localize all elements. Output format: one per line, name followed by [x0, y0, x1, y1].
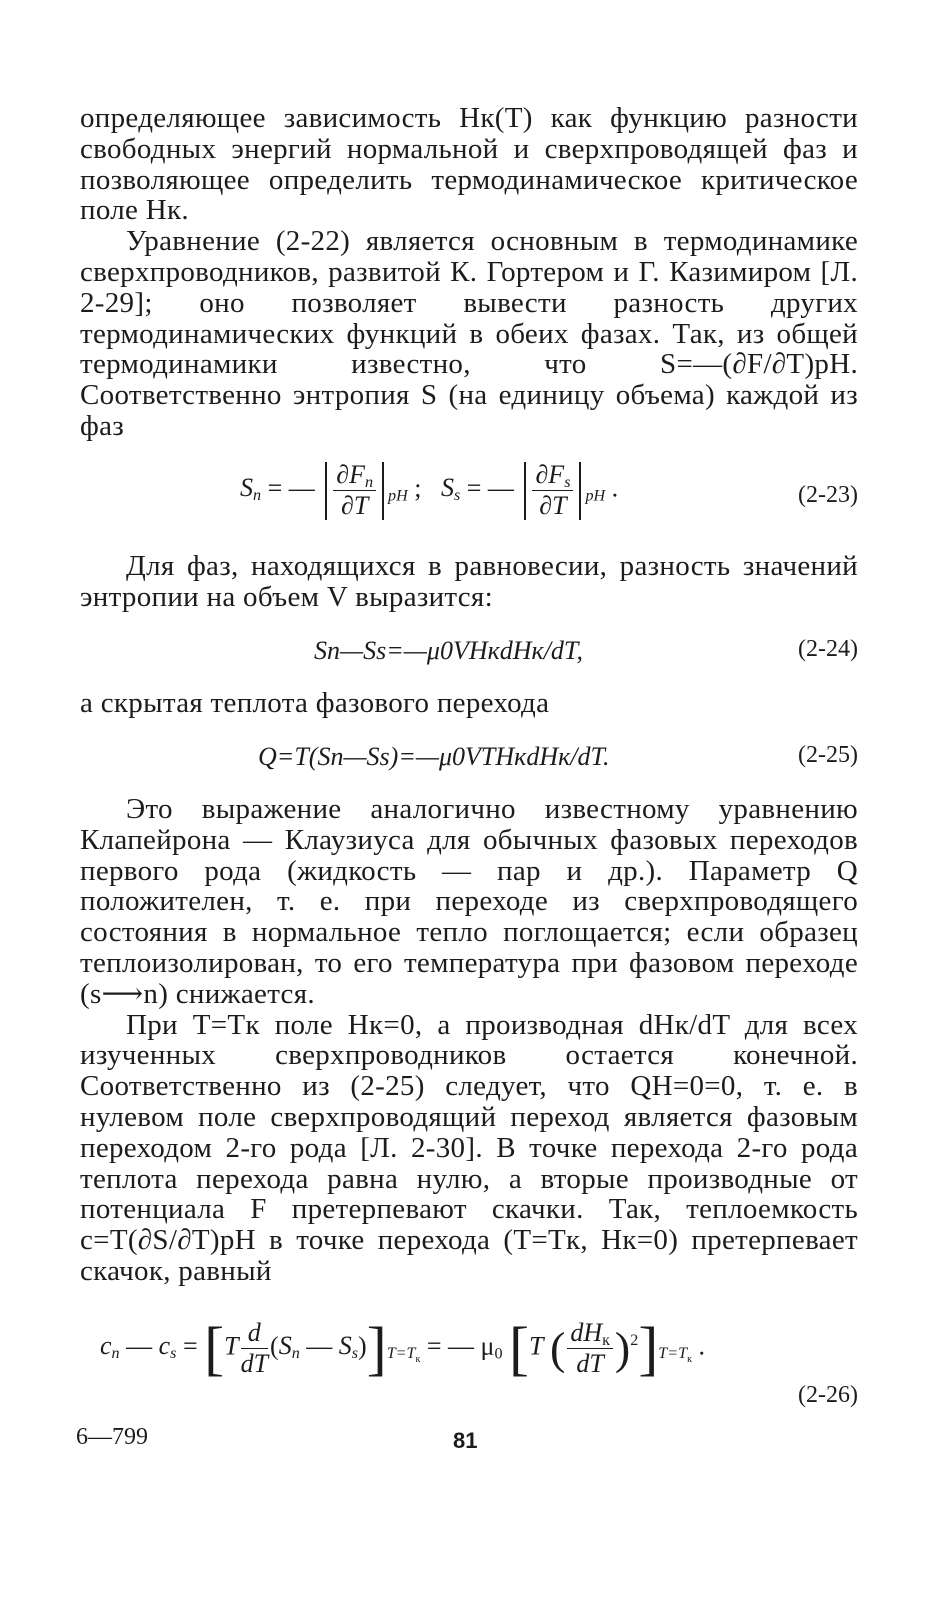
equation-number-2-24: (2-24) — [798, 636, 858, 662]
equation-number-2-23: (2-23) — [798, 482, 858, 508]
paragraph-4: а скрытая теплота фазового перехода — [80, 687, 550, 719]
equation-2-23: $S_n$ = — $\frac{\partial F_n}{\partial T}$ $_{pH}$ ; $S_s$ = — $\frac{\partial F_s}{\partial T}$ $_{pH}$ . (2-23) — [240, 460, 858, 520]
equation-2-26: $c_n$ — $c_s = [T$ $\frac{d}{dT}$ ($S_n$ — $S_s)]_{T=T_к}$ = — $\mu_0$ [T ( $\frac{dH_к}{dT}$ )$^2]_{T=T_к}$ . (2-26) — [100, 1315, 858, 1408]
equation-2-24 — [80, 636, 858, 676]
text-block-4 — [80, 794, 858, 1287]
text-block-1 — [80, 103, 858, 442]
paragraph-1: определяющее зависимость Hк(T) как функцию разности свободных энергий нормальной и сверхпроводящей фаз и позволяющее определить термодинамическое критическое поле Hк. — [80, 102, 858, 227]
equation-number-2-25: (2-25) — [798, 742, 858, 768]
paragraph-2: Уравнение (2-22) является основным в термодинамике сверхпроводников, развитой К. Гортером и Г. Казимиром [Л. 2-29]; оно позволяет вывести разность других термодинамических функций в обеих фазах. Так, из общей термодинамики известно, что S=—(∂F/∂T)pH. Соответственно энтропия S (на единицу объема) каждой из фаз — [80, 225, 858, 442]
paragraph-5: Это выражение аналогично известному уравнению Клапейрона — Клаузиуса для обычных фазовых переходов первого рода (жидкость — пар и др.). Параметр Q положителен, т. е. при переходе из сверхпроводящего состояния в нормальное тепло поглощается; если образец теплоизолирован, то его температура при фазовом переходе (s⟶n) снижается. — [80, 793, 858, 1010]
page-number: 81 — [453, 1428, 478, 1453]
equation-2-25-body: Q=T(Sn—Ss)=—μ0VTHкdHк/dT. — [258, 742, 610, 771]
paragraph-3: Для фаз, находящихся в равновесии, разность значений энтропии на объем V выразится: — [80, 550, 858, 613]
text-block-3 — [80, 688, 858, 719]
equation-2-25 — [80, 742, 858, 782]
text-block-2 — [80, 551, 858, 613]
paragraph-6: При T=Tк поле Hк=0, а производная dHк/dT для всех изученных сверхпроводников остается конечной. Соответственно из (2-25) следует, что QH=0=0, т. е. в нулевом поле сверхпроводящий переход является фазовым переходом 2-го рода [Л. 2-30]. В точке перехода 2-го рода теплота перехода равна нулю, а вторые производные от потенциала F претерпевают скачки. Так, теплоемкость c=T(∂S/∂T)pH в точке перехода (T=Tк, Hк=0) претерпевает скачок, равный — [80, 1008, 858, 1287]
equation-number-2-26: (2-26) — [798, 1382, 858, 1408]
footer-signature: 6—799 — [76, 1424, 148, 1450]
equation-2-24-body: Sn—Ss=—μ0VHкdHк/dT, — [314, 636, 583, 665]
